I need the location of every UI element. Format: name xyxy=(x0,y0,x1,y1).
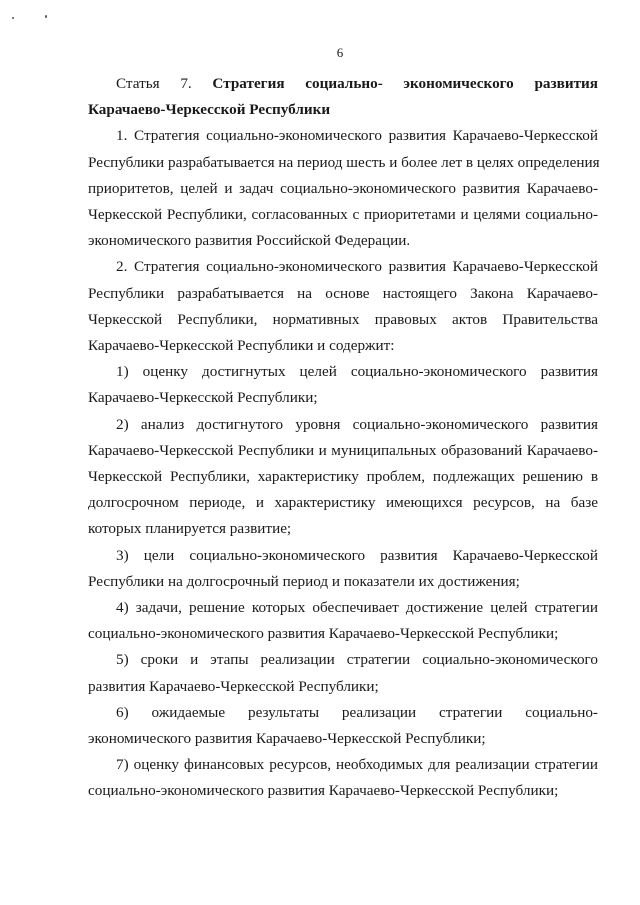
page-number: 6 xyxy=(336,45,344,60)
paragraph xyxy=(88,123,598,254)
paragraph xyxy=(88,543,598,595)
article-title: Стратегия социально- экономического xyxy=(212,75,514,92)
paragraph xyxy=(88,359,598,411)
paragraph-line: Черкесской Республики, характеристику проблем, подлежащих решению в xyxy=(88,468,598,486)
article-paragraphs xyxy=(88,123,598,804)
paragraph-line: долгосрочном периоде, и характеристику имеющихся ресурсов, на базе xyxy=(88,494,598,512)
paragraph-line: 4) задачи, решение которых обеспечивает достижение целей стратегии xyxy=(116,599,598,617)
paragraph-line: социально-экономического развития Карачаево-Черкесской Республики; xyxy=(88,782,559,800)
paragraph xyxy=(88,254,598,359)
paragraph-line: Черкесской Республики, согласованных с приоритетами и целями социально- xyxy=(88,206,598,224)
scan-speck xyxy=(45,15,47,18)
paragraph-line: Черкесской Республики, нормативных правовых актов Правительства xyxy=(88,310,598,328)
paragraph-line: 5) сроки и этапы реализации стратегии социально-экономического xyxy=(116,651,598,669)
paragraph-line: развития Карачаево-Черкесской Республики; xyxy=(88,677,379,695)
paragraph-line: Республики на долгосрочный период и показатели их достижения; xyxy=(88,572,520,590)
paragraph xyxy=(88,595,598,647)
paragraph-line: Карачаево-Черкесской Республики; xyxy=(88,389,318,407)
heading-line-2: Карачаево-Черкесской Республики xyxy=(88,101,331,119)
paragraph-line: 7) оценку финансовых ресурсов, необходимых для реализации стратегии xyxy=(116,756,598,774)
paragraph-line: Карачаево-Черкесской Республики и муниципальных образований Карачаево- xyxy=(88,441,598,459)
paragraph-line: Республики разрабатывается на основе настоящего Закона Карачаево- xyxy=(88,284,598,302)
paragraph xyxy=(88,752,598,804)
paragraph xyxy=(88,647,598,699)
heading-line-1 xyxy=(88,71,598,97)
scan-speck xyxy=(12,17,14,19)
paragraph xyxy=(88,700,598,752)
paragraph-line: социально-экономического развития Карачаево-Черкесской Республики; xyxy=(88,625,559,643)
paragraph xyxy=(88,412,598,543)
paragraph-line: 2) анализ достигнутого уровня социально-экономического развития xyxy=(116,415,598,433)
paragraph-line: Карачаево-Черкесской Республики и содержит: xyxy=(88,337,395,355)
paragraph-line: экономического развития Российской Федерации. xyxy=(88,232,411,250)
article-number: Статья 7. xyxy=(116,75,192,92)
paragraph-line: 6) ожидаемые результаты реализации стратегии социально- xyxy=(116,703,598,721)
article-heading xyxy=(88,71,598,123)
paragraph-line: которых планируется развитие; xyxy=(88,520,292,538)
paragraph-line: приоритетов, целей и задач социально-экономического развития Карачаево- xyxy=(88,179,598,197)
paragraph-line: 3) цели социально-экономического развития Карачаево-Черкесской xyxy=(116,546,598,564)
paragraph-line: 2. Стратегия социально-экономического развития Карачаево-Черкесской xyxy=(116,258,598,276)
paragraph-line: 1) оценку достигнутых целей социально-экономического развития xyxy=(116,363,598,381)
article-title-end: развития xyxy=(534,75,598,92)
paragraph-line: Республики разрабатывается на период шесть и более лет в целях определения xyxy=(88,153,600,171)
paragraph-line: экономического развития Карачаево-Черкесской Республики; xyxy=(88,730,486,748)
paragraph-line: 1. Стратегия социально-экономического развития Карачаево-Черкесской xyxy=(116,127,598,145)
article-body xyxy=(88,71,598,805)
